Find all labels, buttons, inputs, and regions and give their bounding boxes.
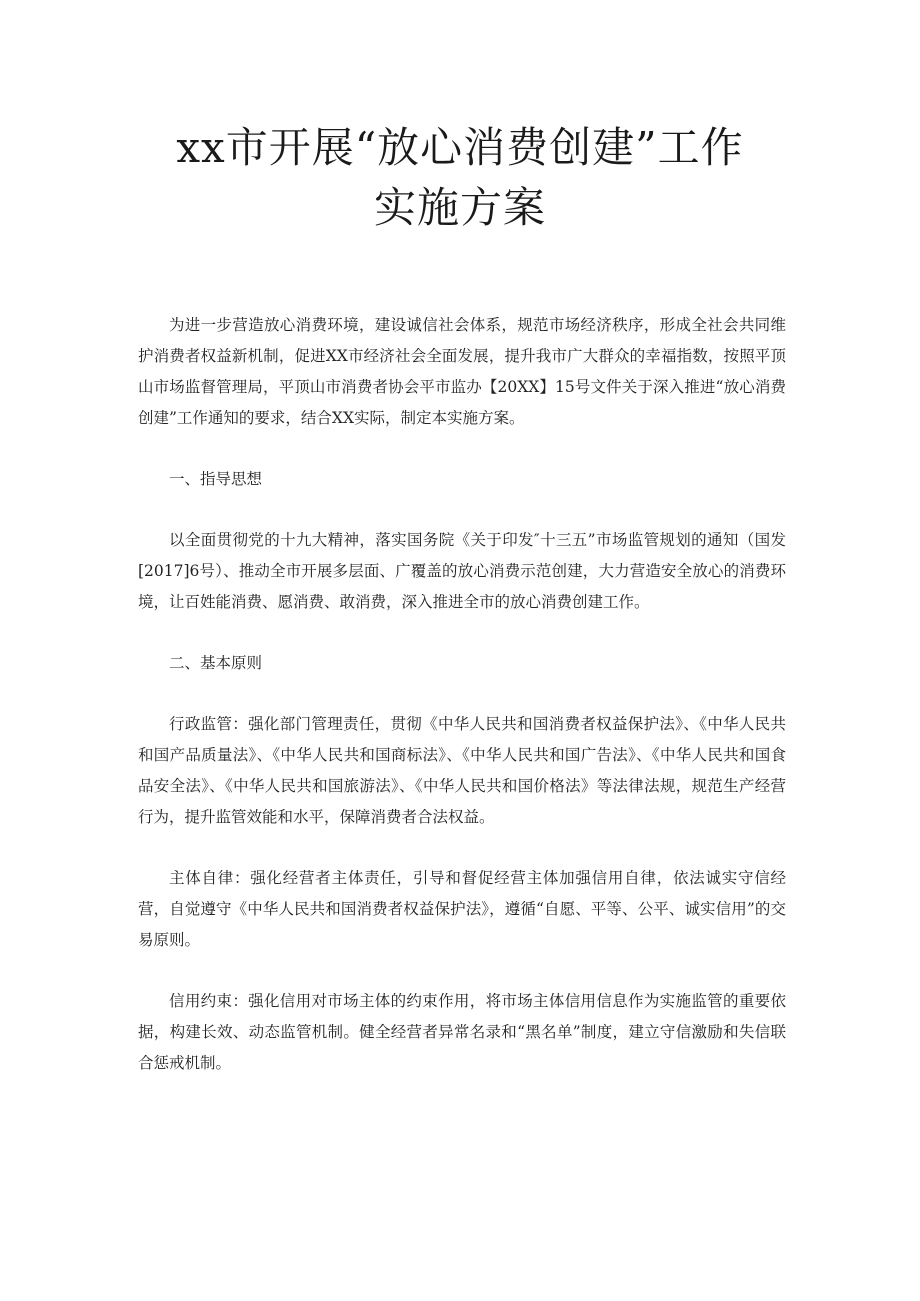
section-heading-basic-principles: 二、基本原则 bbox=[169, 654, 263, 672]
title-line-1: xx市开展“放心消费创建”工作 bbox=[176, 123, 744, 172]
principle-administrative-supervision: 行政监管：强化部门管理责任，贯彻《中华人民共和国消费者权益保护法》、《中华人民共和国产品质量法》、《中华人民共和国商标法》、《中华人民共和国广告法》、《中华人民共和国食品安全法》、《中华人民共和国旅游法》、《中华人民共和国价格法》等法律法规，规范生产经营行为，提升监管效能和水平，保障消费者合法权益。 bbox=[138, 715, 786, 826]
guiding-ideology-paragraph: 以全面贯彻党的十九大精神，落实国务院《关于印发″十三五”市场监管规划的通知（国发[2017]6号）、推动全市开展多层面、广覆盖的放心消费示范创建，大力营造安全放心的消费环境，让百姓能消费、愿消费、敢消费，深入推进全市的放心消费创建工作。 bbox=[138, 531, 786, 611]
document-body bbox=[138, 310, 786, 1109]
title-line-2: 实施方案 bbox=[373, 183, 546, 232]
intro-paragraph: 为进一步营造放心消费环境，建设诚信社会体系，规范市场经济秩序，形成全社会共同维护消费者权益新机制，促进XX市经济社会全面发展，提升我市广大群众的幸福指数，按照平顶山市场监督管理局，平顶山市消费者协会平市监办【20XX】15号文件关于深入推进“放心消费创建”工作通知的要求，结合XX实际，制定本实施方案。 bbox=[138, 316, 786, 427]
section-heading-guiding-ideology: 一、指导思想 bbox=[169, 470, 263, 488]
principle-self-discipline: 主体自律：强化经营者主体责任，引导和督促经营主体加强信用自律，依法诚实守信经营，自觉遵守《中华人民共和国消费者权益保护法》，遵循“自愿、平等、公平、诚实信用”的交易原则。 bbox=[138, 869, 786, 949]
document-title bbox=[120, 118, 800, 238]
principle-credit-constraint: 信用约束：强化信用对市场主体的约束作用，将市场主体信用信息作为实施监管的重要依据，构建长效、动态监管机制。健全经营者异常名录和“黑名单”制度，建立守信激励和失信联合惩戒机制。 bbox=[138, 992, 786, 1072]
